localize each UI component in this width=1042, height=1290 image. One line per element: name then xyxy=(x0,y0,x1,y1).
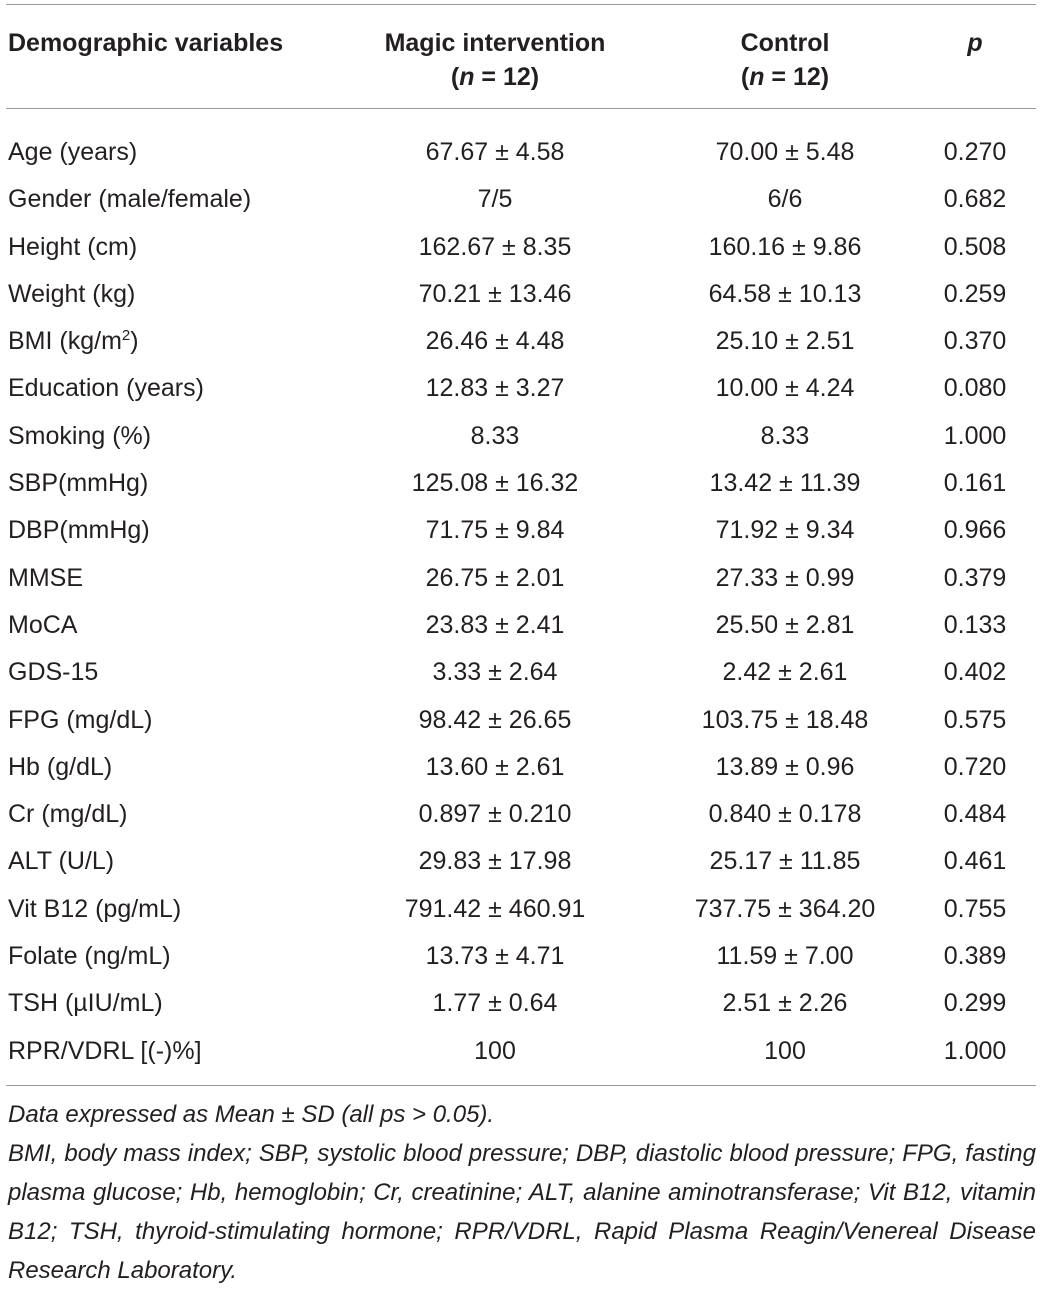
cell-magic-intervention: 12.83 ± 3.27 xyxy=(425,374,565,403)
header-p-value xyxy=(930,26,1020,60)
cell-variable xyxy=(8,886,181,933)
table-row xyxy=(0,129,1042,176)
cell-control: 2.51 ± 2.26 xyxy=(722,989,848,1018)
table-row xyxy=(0,176,1042,223)
cell-variable-text: Age (years) xyxy=(8,138,138,166)
cell-variable xyxy=(8,460,148,507)
cell-control: 2.42 ± 2.61 xyxy=(722,658,848,687)
cell-control: 71.92 ± 9.34 xyxy=(715,516,855,545)
cell-control: 8.33 xyxy=(760,421,810,450)
table-row xyxy=(0,318,1042,365)
cell-control: 25.10 ± 2.51 xyxy=(715,327,855,356)
cell-p-value: 0.370 xyxy=(943,327,1007,356)
cell-p-value: 0.133 xyxy=(943,610,1007,639)
cell-variable-suffix: ) xyxy=(130,327,139,356)
table-row xyxy=(0,980,1042,1027)
cell-control: 13.89 ± 0.96 xyxy=(715,752,855,781)
cell-variable-text: Height (cm) xyxy=(8,232,138,261)
cell-variable-text: Education (years) xyxy=(8,374,204,403)
cell-magic-intervention: 791.42 ± 460.91 xyxy=(404,894,586,923)
cell-p-value: 0.379 xyxy=(943,563,1007,592)
cell-variable xyxy=(8,933,171,980)
cell-magic-intervention: 0.897 ± 0.210 xyxy=(418,800,572,829)
cell-p-value: 0.461 xyxy=(943,847,1007,876)
header-control xyxy=(660,26,910,94)
cell-magic-intervention: 29.83 ± 17.98 xyxy=(418,847,572,876)
cell-variable-text: MMSE xyxy=(8,563,83,592)
header-p-label: p xyxy=(967,29,983,57)
cell-variable-text: Smoking (%) xyxy=(8,421,152,450)
cell-p-value: 0.259 xyxy=(943,279,1007,308)
cell-p-value: 0.508 xyxy=(943,232,1007,261)
cell-variable-text: Folate (ng/mL) xyxy=(8,942,171,971)
cell-p-value: 0.270 xyxy=(943,138,1007,166)
header-control-n-open: ( xyxy=(740,63,750,91)
cell-variable xyxy=(8,744,112,791)
header-magic-n-var: n xyxy=(459,63,475,91)
cell-magic-intervention: 125.08 ± 16.32 xyxy=(411,469,579,498)
cell-magic-intervention: 1.77 ± 0.64 xyxy=(432,989,558,1018)
cell-variable-text: DBP(mmHg) xyxy=(8,516,150,545)
cell-variable-text: Gender (male/female) xyxy=(8,185,252,214)
cell-variable-text: SBP(mmHg) xyxy=(8,469,149,498)
cell-variable xyxy=(8,697,152,744)
cell-p-value: 0.080 xyxy=(943,374,1007,403)
header-magic-label: Magic intervention xyxy=(384,29,606,57)
table-row xyxy=(0,649,1042,696)
table-header-rule xyxy=(6,108,1036,109)
table-row xyxy=(0,602,1042,649)
cell-variable-text: Hb (g/dL) xyxy=(8,752,113,781)
cell-magic-intervention: 162.67 ± 8.35 xyxy=(418,232,572,261)
cell-magic-intervention: 100 xyxy=(474,1036,516,1065)
cell-magic-intervention: 13.73 ± 4.71 xyxy=(425,942,565,971)
table-row xyxy=(0,413,1042,460)
cell-p-value: 0.682 xyxy=(943,185,1007,214)
table-top-rule xyxy=(6,4,1036,5)
table-bottom-rule xyxy=(6,1085,1036,1086)
cell-magic-intervention: 8.33 xyxy=(470,421,520,450)
cell-control: 160.16 ± 9.86 xyxy=(708,232,862,261)
cell-variable xyxy=(8,555,83,602)
cell-variable-superscript: 2 xyxy=(121,327,131,345)
cell-variable xyxy=(8,224,137,271)
cell-p-value: 0.161 xyxy=(943,469,1007,498)
table-row xyxy=(0,744,1042,791)
cell-variable xyxy=(8,129,137,176)
table-row xyxy=(0,555,1042,602)
table-row xyxy=(0,697,1042,744)
footnote-abbreviations: BMI, body mass index; SBP, systolic blood pressure; DBP, diastolic blood pressure; FPG, fasting plasma glucose; Hb, hemoglobin; Cr, creatinine; ALT, alanine aminotransferase; Vit B12, vitamin B12; TSH, thyroid-stimulating hormone; RPR/VDRL, Rapid Plasma Reagin/Venereal Disease Research Laboratory. xyxy=(8,1140,1036,1284)
cell-variable xyxy=(8,980,163,1027)
table-row xyxy=(0,791,1042,838)
table-row xyxy=(0,507,1042,554)
cell-variable xyxy=(8,365,204,412)
cell-p-value: 0.389 xyxy=(943,942,1007,971)
header-magic-n-open: ( xyxy=(450,63,460,91)
header-magic-n xyxy=(360,60,630,94)
cell-variable xyxy=(8,602,77,649)
header-demographic-variables xyxy=(8,26,283,60)
cell-variable xyxy=(8,271,135,318)
cell-variable-text: ALT (U/L) xyxy=(8,847,115,876)
cell-p-value: 0.755 xyxy=(943,894,1007,923)
cell-p-value: 0.575 xyxy=(943,705,1007,734)
cell-p-value: 0.299 xyxy=(943,989,1007,1018)
footnote-data-expression: Data expressed as Mean ± SD (all ps > 0.05). xyxy=(8,1101,495,1128)
table-body xyxy=(0,129,1042,1075)
cell-p-value: 1.000 xyxy=(943,1036,1007,1065)
cell-variable xyxy=(8,649,98,696)
cell-magic-intervention: 23.83 ± 2.41 xyxy=(425,610,565,639)
cell-variable-text: RPR/VDRL [(-)%] xyxy=(8,1036,202,1065)
cell-variable-text: BMI (kg/m xyxy=(8,327,122,356)
cell-variable xyxy=(8,1028,202,1075)
table-row xyxy=(0,933,1042,980)
cell-variable-text: TSH (µIU/mL) xyxy=(8,989,163,1018)
cell-control: 25.50 ± 2.81 xyxy=(715,610,855,639)
cell-control: 103.75 ± 18.48 xyxy=(701,705,869,734)
cell-control: 27.33 ± 0.99 xyxy=(715,563,855,592)
cell-magic-intervention: 70.21 ± 13.46 xyxy=(418,279,572,308)
table-row xyxy=(0,271,1042,318)
cell-variable-text: Cr (mg/dL) xyxy=(8,800,128,829)
cell-control: 6/6 xyxy=(767,185,803,214)
cell-variable xyxy=(8,413,151,460)
cell-control: 10.00 ± 4.24 xyxy=(715,374,855,403)
cell-variable-text: MoCA xyxy=(8,610,78,639)
cell-control: 25.17 ± 11.85 xyxy=(709,847,861,876)
cell-p-value: 0.720 xyxy=(943,752,1007,781)
cell-control: 0.840 ± 0.178 xyxy=(708,800,862,829)
cell-control: 64.58 ± 10.13 xyxy=(708,279,862,308)
table-row xyxy=(0,365,1042,412)
cell-magic-intervention: 26.46 ± 4.48 xyxy=(425,327,565,356)
cell-control: 100 xyxy=(764,1036,806,1065)
cell-magic-intervention: 67.67 ± 4.58 xyxy=(425,138,565,166)
cell-variable xyxy=(8,507,150,554)
cell-variable-text: GDS-15 xyxy=(8,658,99,687)
cell-magic-intervention: 98.42 ± 26.65 xyxy=(418,705,572,734)
cell-magic-intervention: 3.33 ± 2.64 xyxy=(432,658,558,687)
cell-p-value: 0.484 xyxy=(943,800,1007,829)
cell-magic-intervention: 13.60 ± 2.61 xyxy=(425,752,565,781)
header-control-label: Control xyxy=(740,29,830,57)
cell-variable xyxy=(8,176,251,223)
cell-p-value: 1.000 xyxy=(943,421,1007,450)
header-control-n-rest: = 12) xyxy=(764,63,830,91)
cell-variable-text: Weight (kg) xyxy=(8,279,136,308)
cell-variable-text: FPG (mg/dL) xyxy=(8,705,153,734)
header-control-n-var: n xyxy=(749,63,765,91)
cell-variable xyxy=(8,838,114,885)
cell-variable xyxy=(8,318,139,365)
cell-p-value: 0.402 xyxy=(943,658,1007,687)
table-row xyxy=(0,886,1042,933)
cell-magic-intervention: 71.75 ± 9.84 xyxy=(425,516,565,545)
header-variable-label: Demographic variables xyxy=(8,29,284,57)
cell-control: 737.75 ± 364.20 xyxy=(694,894,876,923)
table-footnotes xyxy=(8,1095,1036,1290)
cell-variable xyxy=(8,791,127,838)
table-row xyxy=(0,838,1042,885)
cell-p-value: 0.966 xyxy=(943,516,1007,545)
cell-magic-intervention: 26.75 ± 2.01 xyxy=(425,563,565,592)
cell-control: 11.59 ± 7.00 xyxy=(716,942,854,971)
header-magic-intervention xyxy=(360,26,630,94)
table-row xyxy=(0,1028,1042,1075)
table-row xyxy=(0,460,1042,507)
header-magic-n-rest: = 12) xyxy=(474,63,540,91)
header-control-n xyxy=(660,60,910,94)
cell-variable-text: Vit B12 (pg/mL) xyxy=(8,894,182,923)
cell-magic-intervention: 7/5 xyxy=(477,185,513,214)
cell-control: 70.00 ± 5.48 xyxy=(715,138,855,166)
table-row xyxy=(0,224,1042,271)
cell-control: 13.42 ± 11.39 xyxy=(709,469,861,498)
